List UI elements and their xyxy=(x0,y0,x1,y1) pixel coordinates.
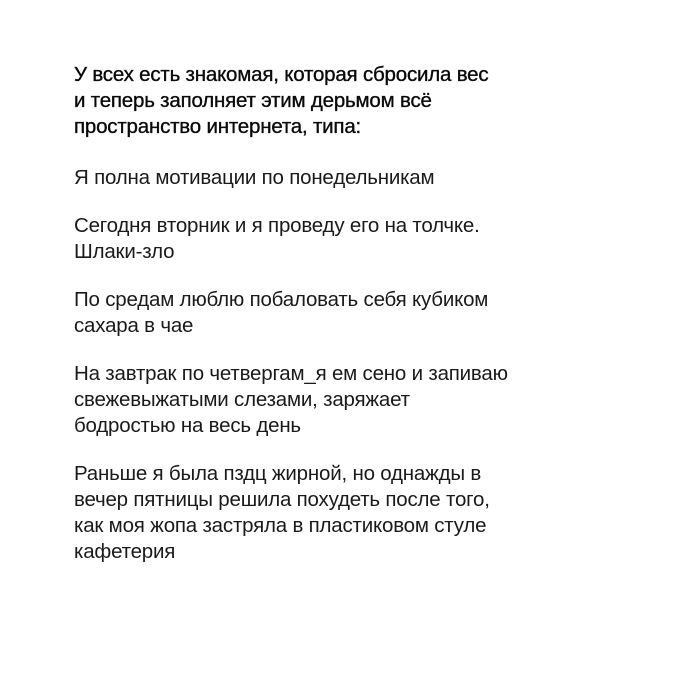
intro-paragraph xyxy=(74,62,634,140)
wednesday-paragraph xyxy=(74,287,634,339)
monday-paragraph xyxy=(74,165,634,191)
intro-line: пространство интернета, типа: xyxy=(74,115,362,138)
friday-paragraph xyxy=(74,461,634,565)
thursday-paragraph xyxy=(74,361,634,439)
intro-line: и теперь заполняет этим дерьмом всё xyxy=(74,89,432,112)
paragraph-line: кафетерия xyxy=(74,540,176,563)
paragraph-line: Я полна мотивации по понедельникам xyxy=(74,166,435,189)
tuesday-paragraph xyxy=(74,213,634,265)
intro-line: У всех есть знакомая, которая сбросила вес xyxy=(74,63,489,86)
paragraph-line: Сегодня вторник и я проведу его на толчке. xyxy=(74,214,480,237)
paragraph-line: сахара в чае xyxy=(74,314,194,337)
paragraph-line: По средам люблю побаловать себя кубиком xyxy=(74,288,489,311)
paragraph-line: Шлаки-зло xyxy=(74,240,175,263)
document-page xyxy=(74,62,634,587)
paragraph-line: На завтрак по четвергам_я ем сено и запиваю xyxy=(74,362,508,385)
paragraph-line: бодростью на весь день xyxy=(74,414,301,437)
paragraph-line: как моя жопа застряла в пластиковом стуле xyxy=(74,514,487,537)
paragraph-line: вечер пятницы решила похудеть после того, xyxy=(74,488,490,511)
paragraph-line: Раньше я была пздц жирной, но однажды в xyxy=(74,462,482,485)
paragraph-line: свежевыжатыми слезами, заряжает xyxy=(74,388,410,411)
